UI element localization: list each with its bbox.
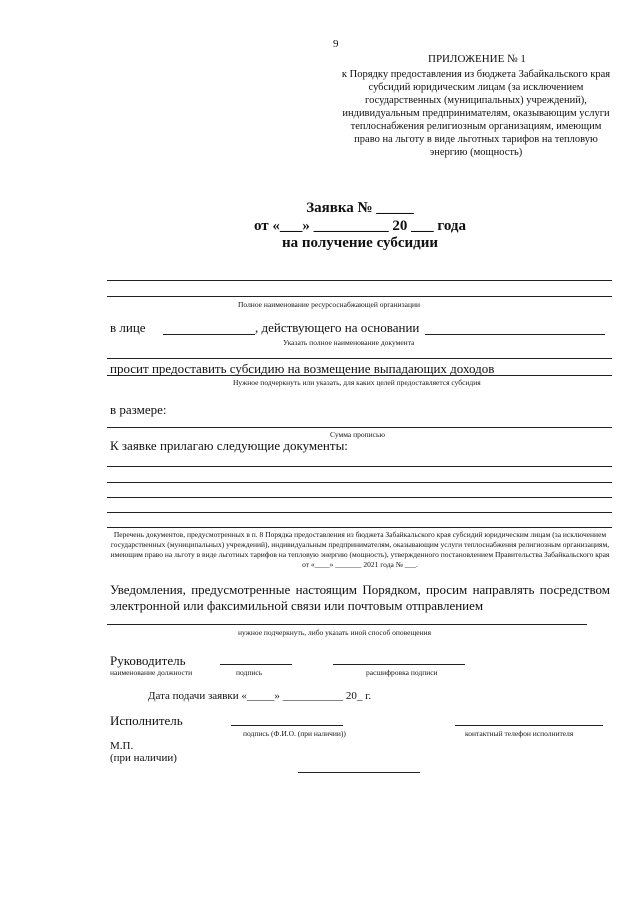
in-person-label: в лице bbox=[110, 320, 146, 335]
application-title: Заявка № _____ bbox=[306, 200, 414, 216]
stamp-note: (при наличии) bbox=[110, 752, 177, 764]
documents-line-2[interactable] bbox=[107, 482, 612, 483]
page-number: 9 bbox=[333, 38, 339, 50]
documents-caption: Перечень документов, предусмотренных в п. 8 Порядка предоставления из бюджета Забайкальского края субсидий юридическим лицам (за исключением государственных (муниципальных) учреждений), индивидуальным предпринимателям, оказывающим услуги теплоснабжения религиозным организациям, имеющим право на льготу в виде льготных тарифов на тепловую энергию (мощность), утвержденного постановлением Правительства Забайкальского края от «____» _______ 2021 года № ___. bbox=[110, 530, 610, 569]
head-decoding-field[interactable] bbox=[333, 664, 465, 665]
amount-caption: Сумма прописью bbox=[330, 430, 386, 439]
document-caption: Указать полное наименование документа bbox=[283, 338, 415, 347]
footer-divider bbox=[298, 772, 420, 773]
basis-field[interactable] bbox=[425, 334, 605, 335]
person-field[interactable] bbox=[163, 334, 255, 335]
notice-method-field[interactable] bbox=[107, 624, 587, 625]
annex-description: к Порядку предоставления из бюджета Забайкальского края субсидий юридическим лицам (за исключением государственных (муниципальных) учреждений), индивидуальным предпринимателям, оказывающим услуги теплоснабжения религиозным организациям, имеющим право на льготу в виде льготных тарифов на тепловую энергию (мощность) bbox=[341, 69, 611, 158]
org-name-line-2[interactable] bbox=[107, 296, 612, 297]
annex-title: ПРИЛОЖЕНИЕ № 1 bbox=[428, 53, 526, 65]
amount-label: в размере: bbox=[110, 402, 167, 417]
purpose-caption: Нужное подчеркнуть или указать, для каких целей предоставляется субсидия bbox=[233, 378, 481, 387]
application-date-line: от «___» __________ 20 ___ года bbox=[253, 218, 466, 234]
basis-continuation-line[interactable] bbox=[107, 358, 612, 359]
stamp-label: М.П. bbox=[110, 740, 134, 752]
notice-caption: нужное подчеркнуть, либо указать иной способ оповещения bbox=[238, 628, 432, 637]
head-signature-field[interactable] bbox=[220, 664, 292, 665]
purpose-line[interactable] bbox=[107, 375, 612, 376]
signature-caption: подпись bbox=[236, 668, 263, 677]
executor-label: Исполнитель bbox=[110, 713, 183, 728]
acting-basis-label: , действующего на основании bbox=[255, 320, 420, 335]
phone-caption: контактный телефон исполнителя bbox=[465, 729, 574, 738]
org-name-line-1[interactable] bbox=[107, 280, 612, 281]
submission-date: Дата подачи заявки «_____» ___________ 20_ г. bbox=[148, 690, 372, 702]
head-label: Руководитель bbox=[110, 653, 186, 668]
documents-line-1[interactable] bbox=[107, 466, 612, 467]
executor-caption: подпись (Ф.И.О. (при наличии)) bbox=[243, 729, 346, 738]
application-subtitle: на получение субсидии bbox=[282, 235, 438, 251]
position-caption: наименование должности bbox=[110, 668, 193, 677]
org-name-caption: Полное наименование ресурсоснабжающей организации bbox=[238, 300, 420, 309]
documents-line-3[interactable] bbox=[107, 497, 612, 498]
decoding-caption: расшифровка подписи bbox=[366, 668, 438, 677]
documents-line-4[interactable] bbox=[107, 512, 612, 513]
documents-label: К заявке прилагаю следующие документы: bbox=[110, 438, 348, 453]
amount-field[interactable] bbox=[107, 427, 612, 428]
documents-line-5[interactable] bbox=[107, 527, 612, 528]
executor-field[interactable] bbox=[231, 725, 343, 726]
notice-text: Уведомления, предусмотренные настоящим Порядком, просим направлять посредством электронной или факсимильной связи или почтовым отправлением bbox=[110, 582, 610, 613]
request-text: просит предоставить субсидию на возмещение выпадающих доходов bbox=[110, 361, 495, 376]
phone-field[interactable] bbox=[455, 725, 603, 726]
